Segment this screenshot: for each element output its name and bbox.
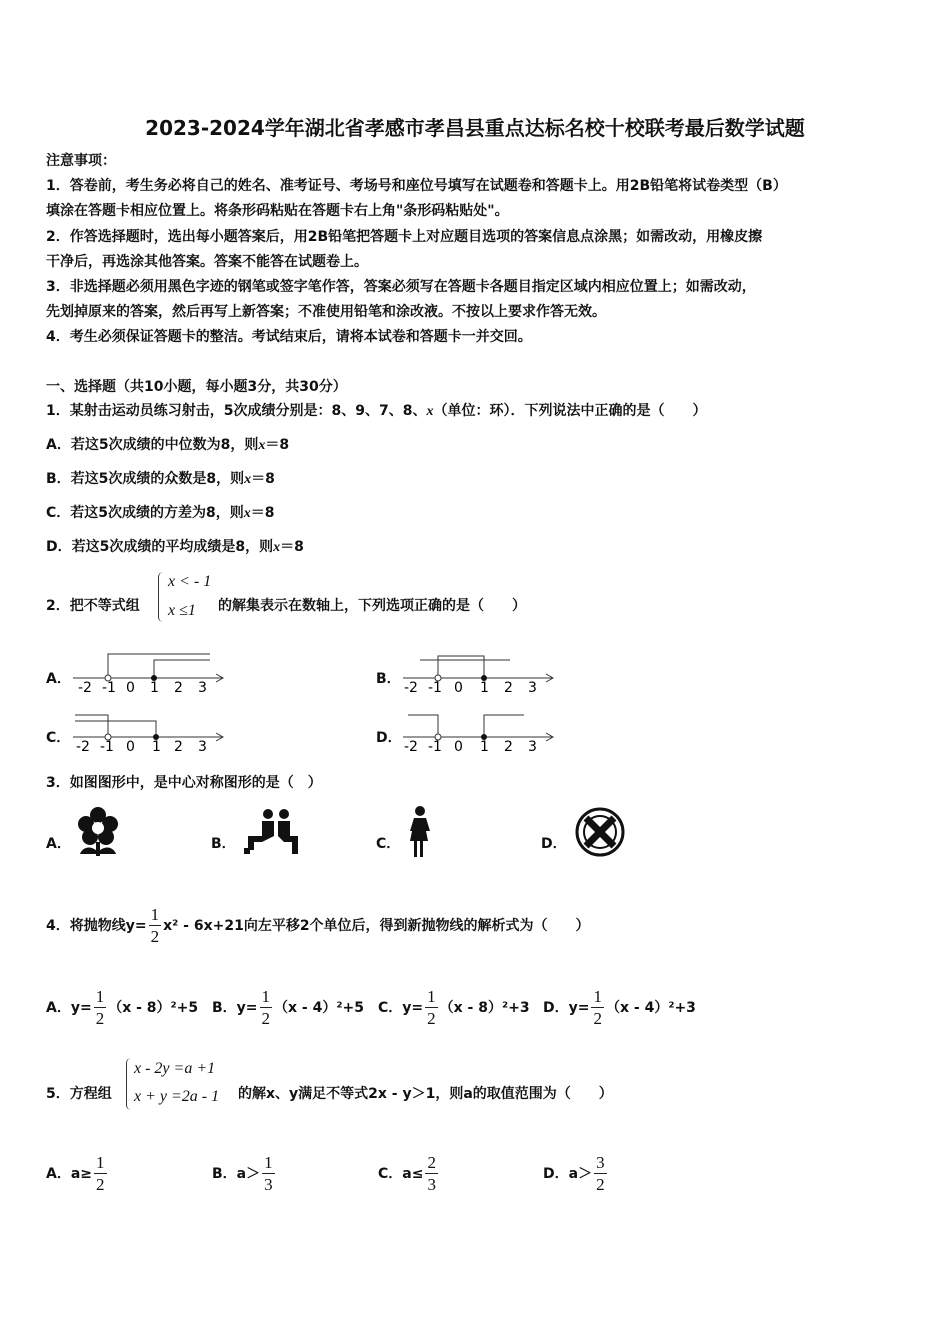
option-text: 若这5次成绩的方差为8，则 xyxy=(70,505,244,521)
tick-label: 3 xyxy=(528,680,537,696)
option-label: C． xyxy=(46,505,71,521)
tick-label: -2 xyxy=(404,680,418,696)
question-5-option-b[interactable] xyxy=(212,1154,277,1193)
section-heading: 一、选择题（共10小题，每小题3分，共30分） xyxy=(46,379,347,395)
option-label[interactable]: B． xyxy=(376,671,401,687)
option-label: A．y= xyxy=(46,999,92,1016)
question-5-stem-end: 的解x、y满足不等式2x - y＞1，则a的取值范围为（ ） xyxy=(238,1086,613,1102)
question-4-stem xyxy=(46,906,590,945)
notice-line: 填涂在答题卡相应位置上。将条形码粘贴在答题卡右上角"条形码粘贴处"。 xyxy=(46,203,509,219)
numerator: 1 xyxy=(95,987,105,1006)
option-tail: （x - 4）²+3 xyxy=(605,999,696,1016)
stem-variable: x xyxy=(426,404,434,419)
fraction xyxy=(94,988,107,1027)
option-tail: （x - 8）²+3 xyxy=(439,999,530,1016)
question-4-option-d[interactable] xyxy=(543,988,696,1027)
woman-figure-icon[interactable] xyxy=(404,805,436,859)
denominator: 2 xyxy=(596,1175,605,1194)
option-tail: ＝8 xyxy=(250,505,275,521)
option-label[interactable]: C． xyxy=(376,836,401,852)
question-1-option-a[interactable] xyxy=(46,436,289,455)
tick-label: -2 xyxy=(76,739,90,755)
tick-label: 3 xyxy=(198,680,207,696)
stem-text: 1．某射击运动员练习射击，5次成绩分别是：8、9、7、8、 xyxy=(46,403,427,419)
option-tail: ＝8 xyxy=(265,437,290,453)
tick-label: 2 xyxy=(174,739,183,755)
tick-label: 3 xyxy=(528,739,537,755)
question-2-stem-start: 2．把不等式组 xyxy=(46,598,140,614)
stem-text: （单位：环）．下列说法中正确的是（ ） xyxy=(433,403,707,419)
question-5-stem-start: 5．方程组 xyxy=(46,1086,112,1102)
notice-line: 干净后，再选涂其他答案。答案不能答在试题卷上。 xyxy=(46,254,368,270)
tick-label: -1 xyxy=(100,739,114,755)
fraction xyxy=(425,1154,438,1193)
tick-label: 1 xyxy=(480,680,489,696)
stem-text: 4．将抛物线y= xyxy=(46,917,147,934)
notice-heading: 注意事项： xyxy=(46,153,116,169)
question-5-option-c[interactable] xyxy=(378,1154,440,1193)
tick-label: -2 xyxy=(78,680,92,696)
denominator: 2 xyxy=(96,1175,105,1194)
numerator: 1 xyxy=(96,1153,105,1172)
tick-label: 2 xyxy=(504,739,513,755)
circle-cross-icon[interactable] xyxy=(574,806,626,858)
fraction xyxy=(425,988,438,1027)
system-brace xyxy=(126,1058,131,1110)
denominator: 2 xyxy=(95,1009,105,1028)
tick-label: 1 xyxy=(152,739,161,755)
option-variable: x xyxy=(258,438,266,453)
fraction xyxy=(94,1154,107,1193)
notice-line: 3．非选择题必须用黑色字迹的钢笔或签字笔作答，答案必须写在答题卡各题目指定区域内相应位置上；如需改动， xyxy=(46,279,756,295)
question-5-option-a[interactable] xyxy=(46,1154,109,1193)
page-title: 2023-2024学年湖北省孝感市孝昌县重点达标名校十校联考最后数学试题 xyxy=(145,116,805,140)
option-label: B．a＞ xyxy=(212,1165,261,1182)
inequality-2: x ≤1 xyxy=(168,602,196,619)
tick-label: -1 xyxy=(428,680,442,696)
question-1-stem xyxy=(46,402,706,421)
numerator: 1 xyxy=(427,987,436,1006)
option-label: C．a≤ xyxy=(378,1165,424,1182)
option-label: A． xyxy=(46,437,71,453)
tick-label: -2 xyxy=(404,739,418,755)
option-label[interactable]: A． xyxy=(46,836,71,852)
denominator: 2 xyxy=(150,927,160,946)
tick-label: 0 xyxy=(126,739,135,755)
question-4-option-b[interactable] xyxy=(212,988,364,1027)
denominator: 3 xyxy=(427,1175,436,1194)
notice-line: 先划掉原来的答案，然后再写上新答案；不准使用铅笔和涂改液。不按以上要求作答无效。 xyxy=(46,304,606,320)
tick-label: 0 xyxy=(454,739,463,755)
option-label: D． xyxy=(46,539,72,555)
denominator: 3 xyxy=(264,1175,273,1194)
option-variable: x xyxy=(273,540,281,555)
number-line-d[interactable] xyxy=(400,709,560,755)
question-1-option-b[interactable] xyxy=(46,470,275,489)
option-text: 若这5次成绩的众数是8，则 xyxy=(70,471,245,487)
number-line-a[interactable] xyxy=(70,650,230,696)
option-label: B． xyxy=(46,471,71,487)
option-text: 若这5次成绩的中位数为8，则 xyxy=(70,437,259,453)
option-label: D．a＞ xyxy=(543,1165,593,1182)
option-variable: x xyxy=(243,506,251,521)
tick-label: 1 xyxy=(480,739,489,755)
option-tail: （x - 8）²+5 xyxy=(108,999,199,1016)
equation-2: x + y =2a - 1 xyxy=(134,1088,220,1105)
question-4-option-a[interactable] xyxy=(46,988,198,1027)
fraction xyxy=(149,906,162,945)
denominator: 2 xyxy=(427,1009,436,1028)
option-tail: （x - 4）²+5 xyxy=(274,999,364,1016)
tick-label: 2 xyxy=(174,680,183,696)
option-text: 若这5次成绩的平均成绩是8，则 xyxy=(71,539,274,555)
notice-line: 2．作答选择题时，选出每小题答案后，用2B铅笔把答题卡上对应题目选项的答案信息点涂黑；如需改动，用橡皮擦 xyxy=(46,229,763,245)
numerator: 1 xyxy=(261,987,271,1006)
notice-line: 1．答卷前，考生务必将自己的姓名、准考证号、考场号和座位号填写在试题卷和答题卡上。用2B铅笔将试卷类型（B） xyxy=(46,178,787,194)
system-brace xyxy=(158,572,163,622)
numerator: 1 xyxy=(593,987,602,1006)
fraction xyxy=(262,1154,275,1193)
tick-label: -1 xyxy=(102,680,116,696)
fraction xyxy=(260,988,273,1027)
question-4-option-c[interactable] xyxy=(378,988,530,1027)
option-label[interactable]: D． xyxy=(541,836,567,852)
equation-1: x - 2y =a +1 xyxy=(134,1060,216,1077)
question-5-option-d[interactable] xyxy=(543,1154,609,1193)
inequality-1: x < - 1 xyxy=(168,573,212,590)
numerator: 1 xyxy=(264,1153,273,1172)
number-line-b[interactable] xyxy=(400,650,560,696)
tick-label: 0 xyxy=(126,680,135,696)
option-label[interactable]: D． xyxy=(376,730,402,746)
option-tail: ＝8 xyxy=(251,471,275,487)
denominator: 2 xyxy=(261,1009,271,1028)
denominator: 2 xyxy=(593,1009,602,1028)
option-label[interactable]: C． xyxy=(46,730,71,746)
fraction xyxy=(594,1154,607,1193)
tick-label: 3 xyxy=(198,739,207,755)
numerator: 1 xyxy=(150,905,160,924)
option-label: D．y= xyxy=(543,999,590,1016)
flower-icon[interactable] xyxy=(74,806,122,858)
fraction xyxy=(591,988,604,1027)
number-line-c[interactable] xyxy=(70,709,230,755)
tick-label: 1 xyxy=(150,680,159,696)
question-1-option-c[interactable] xyxy=(46,504,275,523)
question-1-option-d[interactable] xyxy=(46,538,304,557)
tick-label: -1 xyxy=(428,739,442,755)
option-variable: x xyxy=(244,472,252,487)
option-label[interactable]: B． xyxy=(211,836,236,852)
question-3-stem: 3．如图图形中，是中心对称图形的是（ ） xyxy=(46,775,322,791)
option-label: C．y= xyxy=(378,999,424,1016)
two-people-sitting-icon[interactable] xyxy=(240,808,302,856)
tick-label: 2 xyxy=(504,680,513,696)
numerator: 3 xyxy=(596,1153,605,1172)
option-label: B．y= xyxy=(212,999,258,1016)
stem-text: x² - 6x+21向左平移2个单位后，得到新抛物线的解析式为（ ） xyxy=(163,917,590,934)
option-label: A．a≥ xyxy=(46,1165,93,1182)
question-2-stem-end: 的解集表示在数轴上，下列选项正确的是（ ） xyxy=(218,598,526,614)
option-label[interactable]: A． xyxy=(46,671,71,687)
tick-label: 0 xyxy=(454,680,463,696)
option-tail: ＝8 xyxy=(280,539,304,555)
numerator: 2 xyxy=(427,1153,436,1172)
notice-line: 4．考生必须保证答题卡的整洁。考试结束后，请将本试卷和答题卡一并交回。 xyxy=(46,329,532,345)
